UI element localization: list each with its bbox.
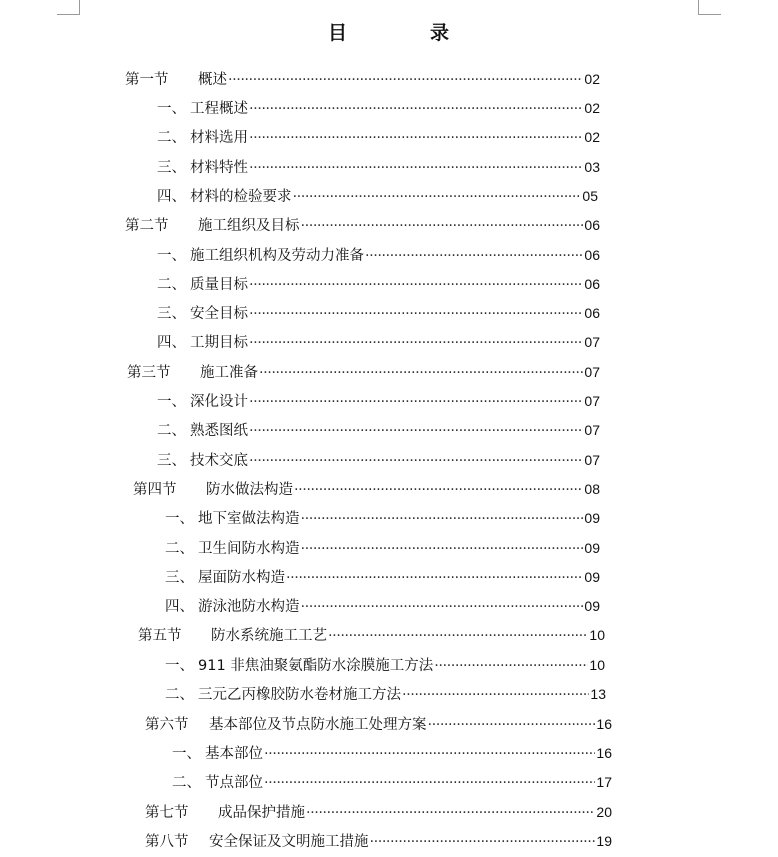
toc-dot-leader <box>249 304 583 323</box>
toc-number: 第六节 <box>145 717 189 733</box>
toc-page-number: 02 <box>584 129 600 145</box>
toc-subsection-row <box>157 98 600 118</box>
toc-dot-leader <box>301 539 584 558</box>
toc-subsection-row <box>157 186 598 206</box>
toc-section-row <box>125 69 600 89</box>
toc-number: 第三节 <box>127 365 171 381</box>
toc-number: 第四节 <box>133 482 177 498</box>
toc-number: 二、 <box>165 541 194 557</box>
toc-dot-leader <box>428 715 596 734</box>
toc-dot-leader <box>249 392 583 411</box>
toc-entry-title: 基本部位 <box>205 746 263 762</box>
toc-entry-title: 深化设计 <box>190 394 248 410</box>
toc-subsection-row <box>157 332 600 352</box>
toc-number: 一、 <box>157 248 186 264</box>
toc-entry-title: 游泳池防水构造 <box>198 599 300 615</box>
toc-subsection-row <box>165 508 600 528</box>
toc-number: 三、 <box>157 160 186 176</box>
toc-dot-leader <box>434 656 588 675</box>
toc-page-number: 06 <box>584 305 600 321</box>
toc-number: 二、 <box>157 277 186 293</box>
toc-entry-title: 施工组织及目标 <box>198 218 300 234</box>
toc-entry-title: 施工组织机构及劳动力准备 <box>190 248 364 264</box>
toc-section-row <box>138 625 605 645</box>
toc-dot-leader <box>301 509 584 528</box>
toc-subsection-row <box>157 157 600 177</box>
toc-page-number: 13 <box>590 686 606 702</box>
toc-entry-title: 卫生间防水构造 <box>198 541 300 557</box>
toc-dot-leader <box>249 275 583 294</box>
toc-entry-title: 材料特性 <box>190 160 248 176</box>
page-corner-mark-left <box>57 0 80 15</box>
toc-dot-leader <box>370 832 596 851</box>
toc-subsection-row <box>165 596 600 616</box>
toc-entry-title: 质量目标 <box>190 277 248 293</box>
toc-page-number: 06 <box>584 276 600 292</box>
toc-page-number: 06 <box>584 247 600 263</box>
toc-entry-title: 成品保护措施 <box>218 805 305 821</box>
toc-subsection-row <box>165 684 606 704</box>
toc-entry-title: 屋面防水构造 <box>198 570 285 586</box>
toc-section-row <box>145 802 612 822</box>
toc-dot-leader <box>294 480 583 499</box>
toc-section-row <box>127 362 600 382</box>
toc-subsection-row <box>165 655 605 675</box>
toc-subsection-row <box>157 391 600 411</box>
toc-section-row <box>133 479 600 499</box>
toc-section-row <box>145 714 612 734</box>
toc-dot-leader <box>228 70 583 89</box>
toc-entry-title: 防水做法构造 <box>206 482 293 498</box>
toc-number: 二、 <box>172 775 201 791</box>
toc-number: 三、 <box>157 306 186 322</box>
toc-subsection-row <box>157 420 600 440</box>
toc-page-number: 05 <box>582 188 598 204</box>
toc-dot-leader <box>249 128 583 147</box>
toc-number: 二、 <box>165 687 194 703</box>
toc-page-number: 20 <box>596 804 612 820</box>
toc-number: 四、 <box>157 189 186 205</box>
toc-number: 第五节 <box>138 628 182 644</box>
toc-dot-leader <box>264 744 595 763</box>
toc-subsection-row <box>165 567 600 587</box>
toc-dot-leader <box>328 626 588 645</box>
toc-page-number: 08 <box>584 481 600 497</box>
toc-dot-leader <box>306 803 595 822</box>
toc-subsection-row <box>172 743 612 763</box>
toc-entry-title: 技术交底 <box>190 453 248 469</box>
toc-number: 一、 <box>165 658 194 674</box>
toc-entry-title: 工程概述 <box>190 101 248 117</box>
toc-page-number: 09 <box>584 569 600 585</box>
toc-number: 一、 <box>157 394 186 410</box>
toc-dot-leader <box>249 421 583 440</box>
toc-entry-title: 材料选用 <box>190 130 248 146</box>
toc-number: 一、 <box>165 511 194 527</box>
toc-title-char-left: 目 <box>327 22 348 44</box>
toc-title-char-right: 录 <box>430 22 451 44</box>
toc-page-number: 10 <box>589 657 605 673</box>
toc-number: 四、 <box>157 335 186 351</box>
toc-page-number: 03 <box>584 159 600 175</box>
toc-dot-leader <box>301 597 584 616</box>
toc-entry-title: 911 非焦油聚氨酯防水涂膜施工方法 <box>198 658 434 674</box>
toc-page-number: 06 <box>584 217 600 233</box>
toc-page-number: 07 <box>584 393 600 409</box>
toc-page-number: 07 <box>584 364 600 380</box>
toc-entry-title: 基本部位及节点防水施工处理方案 <box>209 717 427 733</box>
toc-dot-leader <box>259 363 583 382</box>
toc-dot-leader <box>301 216 584 235</box>
toc-page-number: 17 <box>596 774 612 790</box>
toc-page-number: 16 <box>596 745 612 761</box>
toc-dot-leader <box>365 246 583 265</box>
toc-entry-title: 施工准备 <box>200 365 258 381</box>
toc-page-number: 10 <box>589 627 605 643</box>
toc-number: 四、 <box>165 599 194 615</box>
toc-dot-leader <box>293 187 582 206</box>
toc-page-number: 09 <box>584 510 600 526</box>
toc-subsection-row <box>157 127 600 147</box>
toc-dot-leader <box>402 685 589 704</box>
toc-entry-title: 安全目标 <box>190 306 248 322</box>
toc-entry-title: 地下室做法构造 <box>198 511 300 527</box>
toc-subsection-row <box>165 538 600 558</box>
toc-page-number: 07 <box>584 334 600 350</box>
toc-page-number: 07 <box>584 452 600 468</box>
toc-subsection-row <box>157 274 600 294</box>
toc-page-number: 09 <box>584 598 600 614</box>
toc-dot-leader <box>286 568 583 587</box>
toc-subsection-row <box>157 450 600 470</box>
toc-subsection-row <box>157 303 600 323</box>
toc-entry-title: 概述 <box>198 72 227 88</box>
toc-number: 第二节 <box>125 218 169 234</box>
toc-number: 三、 <box>165 570 194 586</box>
toc-dot-leader <box>249 99 583 118</box>
toc-number: 第八节 <box>145 834 189 850</box>
toc-entry-title: 熟悉图纸 <box>190 423 248 439</box>
toc-title <box>0 18 778 45</box>
toc-dot-leader <box>264 773 595 792</box>
toc-page-number: 19 <box>596 833 612 849</box>
toc-section-row <box>125 215 600 235</box>
toc-number: 二、 <box>157 130 186 146</box>
toc-entry-title: 节点部位 <box>205 775 263 791</box>
toc-page-number: 09 <box>584 540 600 556</box>
toc-subsection-row <box>157 245 600 265</box>
toc-dot-leader <box>249 451 583 470</box>
toc-number: 第一节 <box>125 72 169 88</box>
toc-section-row <box>145 831 612 851</box>
toc-page-number: 02 <box>584 100 600 116</box>
toc-dot-leader <box>249 333 583 352</box>
toc-dot-leader <box>249 158 583 177</box>
toc-entry-title: 材料的检验要求 <box>190 189 292 205</box>
toc-number: 一、 <box>157 101 186 117</box>
toc-subsection-row <box>172 772 612 792</box>
toc-number: 二、 <box>157 423 186 439</box>
page-corner-mark-right <box>698 0 721 15</box>
toc-entry-title: 工期目标 <box>190 335 248 351</box>
toc-number: 一、 <box>172 746 201 762</box>
toc-entry-title: 防水系统施工工艺 <box>211 628 327 644</box>
toc-page-number: 16 <box>596 716 612 732</box>
toc-entry-title: 安全保证及文明施工措施 <box>209 834 369 850</box>
toc-page-number: 07 <box>584 422 600 438</box>
toc-number: 三、 <box>157 453 186 469</box>
toc-page-number: 02 <box>584 71 600 87</box>
toc-number: 第七节 <box>145 805 189 821</box>
toc-entry-title: 三元乙丙橡胶防水卷材施工方法 <box>198 687 401 703</box>
